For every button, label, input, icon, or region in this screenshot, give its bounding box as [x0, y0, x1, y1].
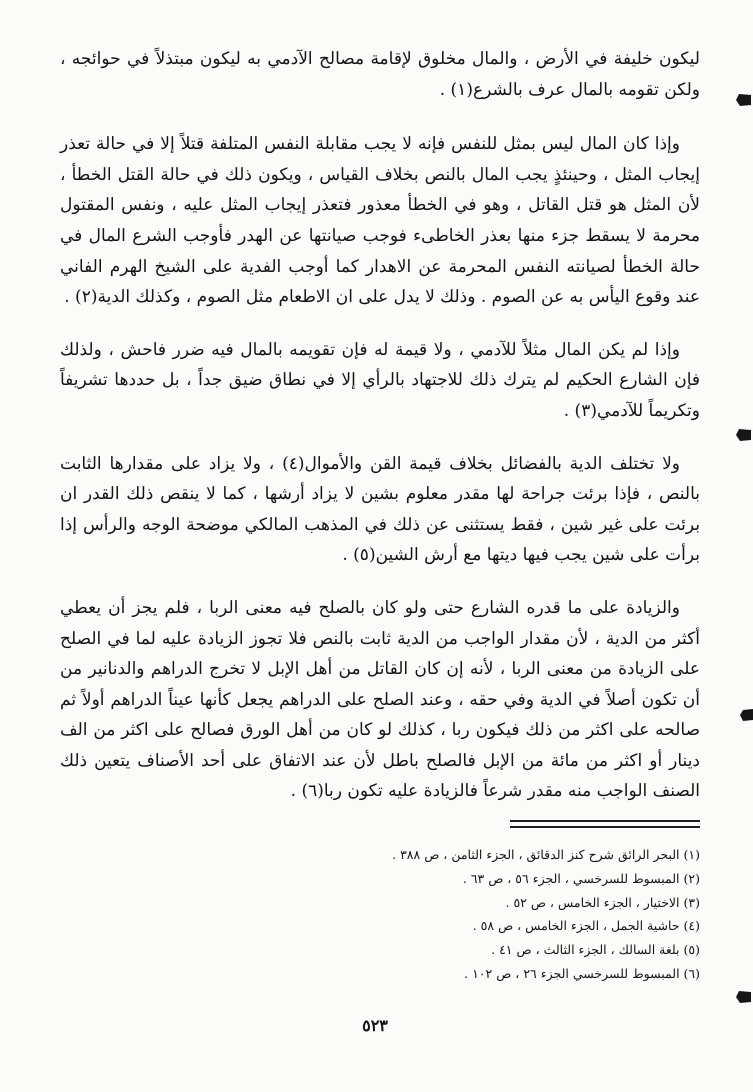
scan-edge-mark-icon: [737, 708, 753, 722]
footnote-divider-thin: [510, 826, 700, 828]
paragraph-2: وإذا كان المال ليس بمثل للنفس فإنه لا يجب مقابلة النفس المتلفة قتلاً إلا في حالة تعذر إيجاب المثل ، وحينئذٍ يجب المال بالنص بخلاف القياس ، ويكون ذلك في حالة القتل الخطأ ، لأن المثل هو قتل القاتل ، وهو في الخطأ معذور فتعذر إيجاب المثل عليه ، ونفس المقتول محرمة لا يسقط جزء منها بعذر الخاطىء فوجب صيانتها عن الهدر فأوجب الشرع المال في حالة الخطأ لصيانته النفس المحرمة عن الاهدار كما أوجب الفدية على الشيخ الهرم الفاني عند وقوع اليأس به عن الصوم . وذلك لا يدل على ان الاطعام مثل الصوم ، وكذلك الدية(٢) .: [60, 134, 700, 308]
footnote-3: (٣) الاختيار ، الجزء الخامس ، ص ٥٢ .: [505, 894, 700, 910]
scan-edge-mark-icon: [735, 428, 751, 442]
paragraph-5: والزيادة على ما قدره الشارع حتى ولو كان بالصلح فيه معنى الربا ، فلم يجز أن يعطي أكثر من الدية ، لأن مقدار الواجب من الدية ثابت بالنص فلا تجوز الزيادة عليه لما في الصلح على الزيادة من معنى الربا ، لأنه إن كان القاتل من أهل الإبل لا تخرج الدراهم والدنانير من أن تكون أصلاً في الدية وفي حقه ، وعند الصلح على الدراهم يجعل كأنها عيناً الدراهم أولاً ثم صالحه على اكثر من ذلك فيكون ربا ، كذلك لو كان من أهل الورق فصالح على اكثر من الف دينار أو اكثر من مائة من الإبل فالصلح باطل لأن عند الاتفاق على أحد الأصناف يتعين ذلك الصنف الواجب منه مقدر شرعاً فالزيادة عليه تكون ربا(٦) .: [60, 597, 700, 802]
scan-edge-mark-icon: [735, 93, 751, 107]
body-text: [60, 44, 700, 829]
footnote-6: (٦) المبسوط للسرخسي الجزء ٢٦ ، ص ١٠٢ .: [464, 965, 700, 981]
page-number: ٥٢٣: [362, 1016, 388, 1035]
footnote-2: (٢) المبسوط للسرخسي ، الجزء ٥٦ ، ص ٦٣ .: [462, 870, 700, 886]
footnote-4: (٤) حاشية الجمل ، الجزء الخامس ، ص ٥٨ .: [472, 918, 700, 934]
paragraph-1: ليكون خليفة في الأرض ، والمال مخلوق لإقامة مصالح الآدمي به ليكون مبتذلاً في حوائجه ، ولكن تقومه بالمال عرف بالشرع(١) .: [60, 49, 700, 100]
footnote-divider: [510, 820, 700, 822]
footnotes: [330, 843, 700, 986]
paragraph-4: ولا تختلف الدية بالفضائل بخلاف قيمة القن والأموال(٤) ، ولا يزاد على مقدارها الثابت بالنص ، فإذا برئت جراحة لها مقدر معلوم بشين لا يزاد أرشها ، كما لا ينقص ذلك القدر ان برئت على غير شين ، فقط يستثنى عن ذلك في المذهب المالكي موضحة الوجه والرأس إذا برأت على شين يجب فيها ديتها مع أرش الشين(٥) .: [60, 453, 700, 566]
paragraph-3: وإذا لم يكن المال مثلاً للآدمي ، ولا قيمة له فإن تقويمه بالمال فيه ضرر فاحش ، ولذلك فإن الشارع الحكيم لم يترك ذلك للاجتهاد بالرأي إلا في نطاق ضيق جداً ، بل حددها تشريفاً وتكريماً للآدمي(٣) .: [60, 339, 700, 421]
footnote-1: (١) البحر الرائق شرح كنز الدقائق ، الجزء الثامن ، ص ٣٨٨ .: [392, 847, 700, 862]
footnote-5: (٥) بلغة السالك ، الجزء الثالث ، ص ٤١ .: [491, 942, 700, 958]
scan-edge-mark-icon: [735, 990, 751, 1004]
